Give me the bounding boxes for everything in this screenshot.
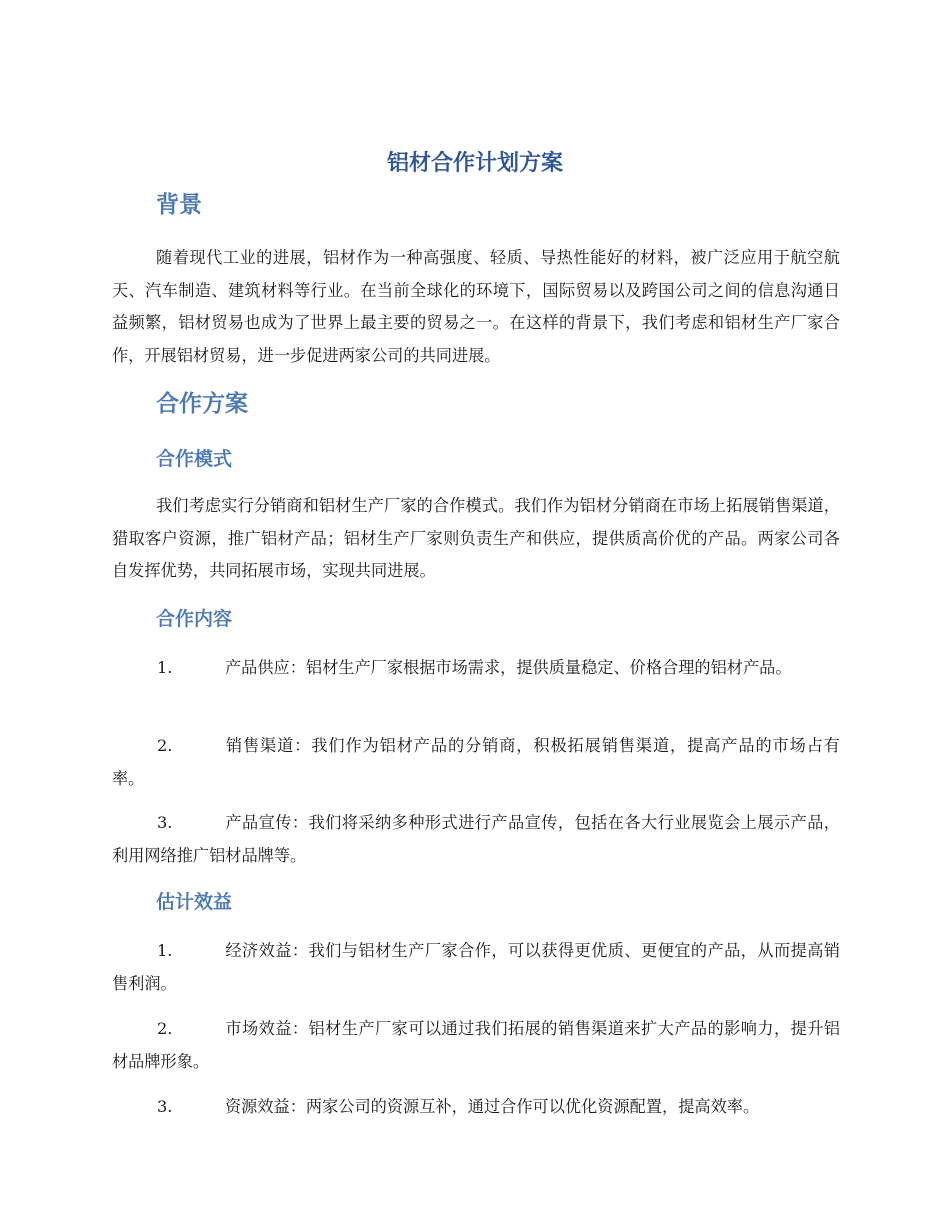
list-item-number: 2.: [157, 1019, 173, 1038]
list-item: [112, 1013, 840, 1078]
mode-paragraph: 我们考虑实行分销商和铝材生产厂家的合作模式。我们作为铝材分销商在市场上拓展销售渠道，猎取客户资源，推广铝材产品；铝材生产厂家则负责生产和供应，提供质高价优的产品。两家公司各自发挥优势，共同拓展市场，实现共同进展。: [112, 496, 840, 580]
list-item-text: 经济效益：我们与铝材生产厂家合作，可以获得更优质、更便宜的产品，从而提高销售利润。: [112, 941, 840, 993]
subheading-content: 合作内容: [156, 608, 233, 630]
list-item-number: 3.: [157, 813, 173, 832]
section-heading-plan: 合作方案: [156, 391, 248, 417]
subheading-mode: 合作模式: [156, 448, 233, 470]
list-item-text: 资源效益：两家公司的资源互补，通过合作可以优化资源配置，提高效率。: [225, 1097, 760, 1116]
background-paragraph: 随着现代工业的进展，铝材作为一种高强度、轻质、导热性能好的材料，被广泛应用于航空航天、汽车制造、建筑材料等行业。在当前全球化的环境下，国际贸易以及跨国公司之间的信息沟通日益频繁，铝材贸易也成为了世界上最主要的贸易之一。在这样的背景下，我们考虑和铝材生产厂家合作，开展铝材贸易，进一步促进两家公司的共同进展。: [112, 248, 840, 365]
list-item-text: 产品宣传：我们将采纳多种形式进行产品宣传，包括在各大行业展览会上展示产品，利用网络推广铝材品牌等。: [112, 813, 840, 865]
list-item-number: 3.: [157, 1097, 173, 1116]
list-item: [112, 652, 840, 685]
list-item: [112, 1091, 840, 1124]
list-item: [112, 807, 840, 872]
list-item: [112, 935, 840, 1000]
list-item-number: 2.: [157, 736, 173, 755]
list-item-text: 产品供应：铝材生产厂家根据市场需求，提供质量稳定、价格合理的铝材产品。: [225, 658, 792, 677]
document-title: 铝材合作计划方案: [386, 151, 563, 176]
list-item-number: 1.: [157, 658, 173, 677]
list-item-number: 1.: [157, 941, 173, 960]
list-item: [112, 730, 840, 795]
list-item-text: 市场效益：铝材生产厂家可以通过我们拓展的销售渠道来扩大产品的影响力，提升铝材品牌形象。: [112, 1019, 840, 1071]
list-item-text: 销售渠道：我们作为铝材产品的分销商，积极拓展销售渠道，提高产品的市场占有率。: [112, 736, 840, 788]
subheading-benefits: 估计效益: [156, 891, 233, 913]
section-heading-background: 背景: [156, 192, 202, 218]
